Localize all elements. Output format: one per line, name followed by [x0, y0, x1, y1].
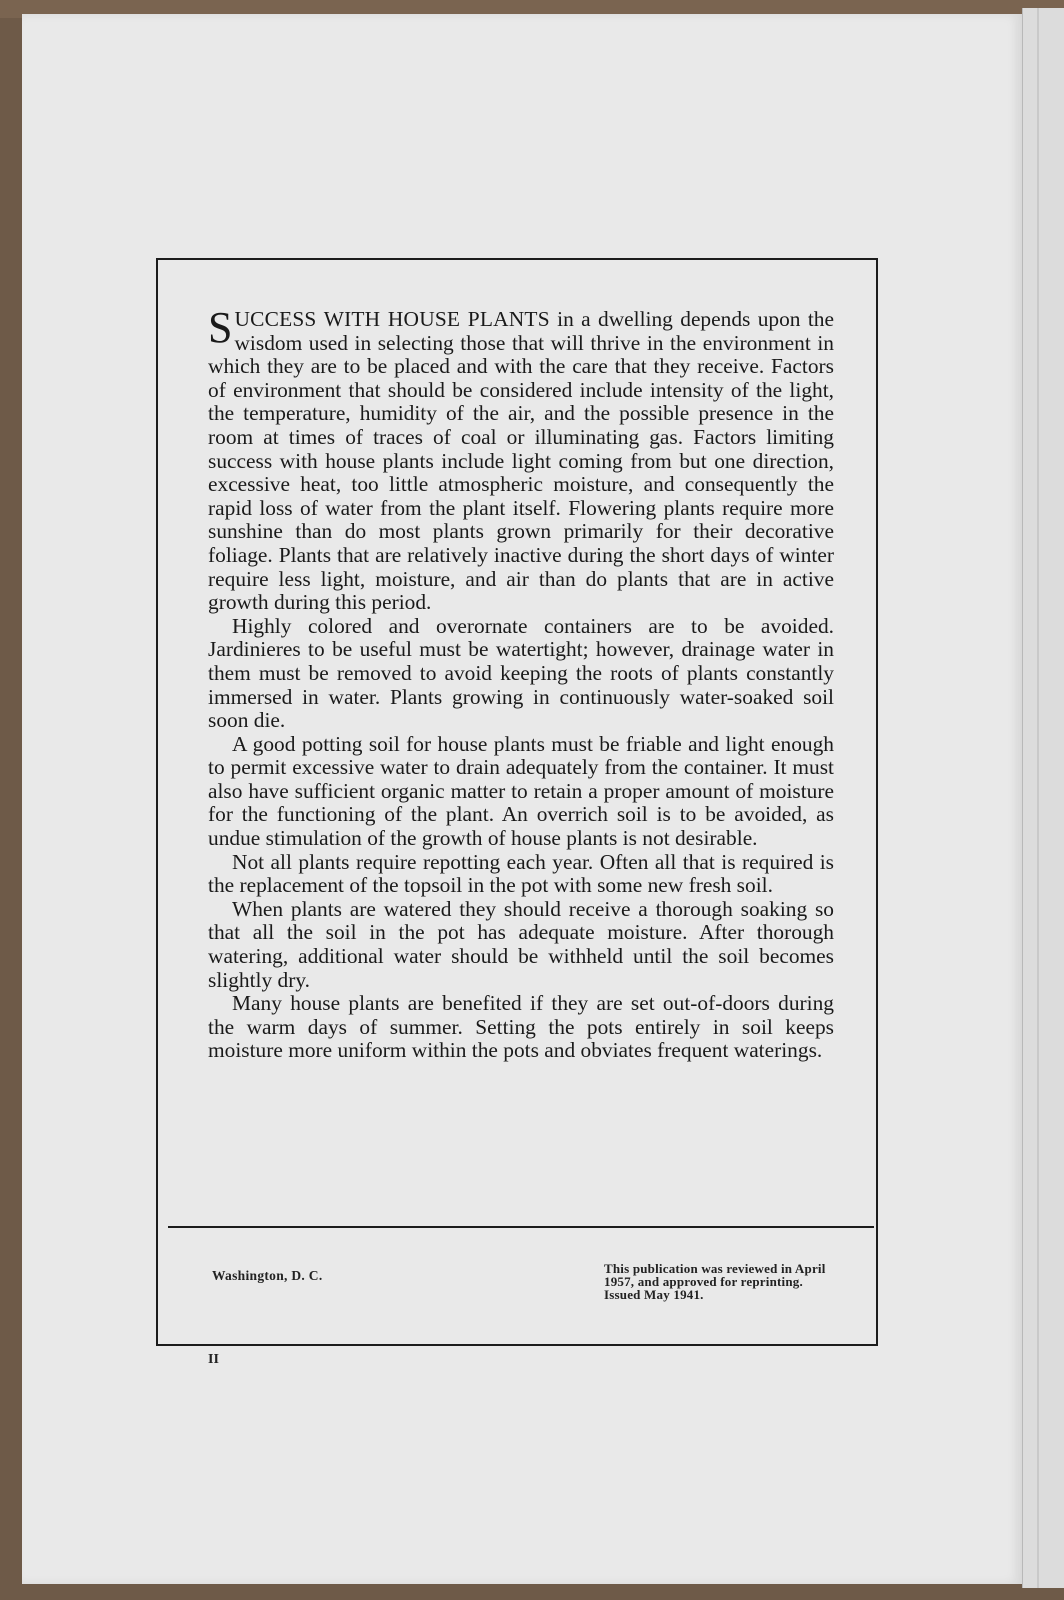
lead-heading: UCCESS WITH HOUSE PLANTS: [234, 307, 550, 331]
text-frame: [156, 258, 878, 1346]
paragraph-3: A good potting soil for house plants must be friable and light enough to permit excessive water to drain adequately from the container. It must also have sufficient organic matter to retain a proper amount of moisture for the functioning of the plant. An overrich soil is to be avoided, as undue stimulation of the growth of house plants is not desirable.: [208, 731, 834, 851]
adjacent-page-edge: [1022, 8, 1064, 1588]
drop-cap: S: [208, 303, 233, 352]
page-fold-line: [1037, 8, 1039, 1588]
paragraph-1-text: in a dwelling depends upon the wisdom used in selecting those that will thrive in the environment in which they are to be placed and with the care that they receive. Factors of environment that should be considered include intensity of the light, the temperature, humidity of the air, and the possible presence in the room at times of traces of coal or illuminating gas. Factors limiting success with house plants include light coming from but one direction, excessive heat, too little atmospheric moisture, and consequently the rapid loss of water from the plant itself. Flowering plants require more sunshine than do most plants grown primarily for their decorative foliage. Plants that are relatively inactive during the short days of winter require less light, moisture, and air than do plants that are in active growth during this period.: [208, 307, 834, 615]
publication-place: Washington, D. C.: [212, 1268, 323, 1283]
paragraph-5: When plants are watered they should receive a thorough soaking so that all the soil in the pot has adequate moisture. After thorough watering, additional water should be withheld until the soil becomes slightly dry.: [208, 896, 834, 992]
paragraph-6: Many house plants are benefited if they are set out-of-doors during the warm days of summer. Setting the pots entirely in soil keeps moisture more uniform within the pots and obviates frequent waterings.: [208, 991, 834, 1063]
body-text: [208, 303, 834, 1063]
page-number: II: [208, 1352, 219, 1367]
paragraph-4: Not all plants require repotting each year. Often all that is required is the replacement of the topsoil in the pot with some new fresh soil.: [208, 849, 834, 898]
paragraph-2: Highly colored and overornate containers are to be avoided. Jardinieres to be useful must be watertight; however, drainage water in them must be removed to avoid keeping the roots of plants constantly immersed in water. Plants growing in continuously water-soaked soil soon die.: [208, 613, 834, 733]
paragraph-1: [208, 303, 834, 615]
publication-note: This publication was reviewed in April 1957, and approved for reprinting. Issued May 1941.: [604, 1261, 826, 1302]
footer-divider: [168, 1226, 874, 1228]
